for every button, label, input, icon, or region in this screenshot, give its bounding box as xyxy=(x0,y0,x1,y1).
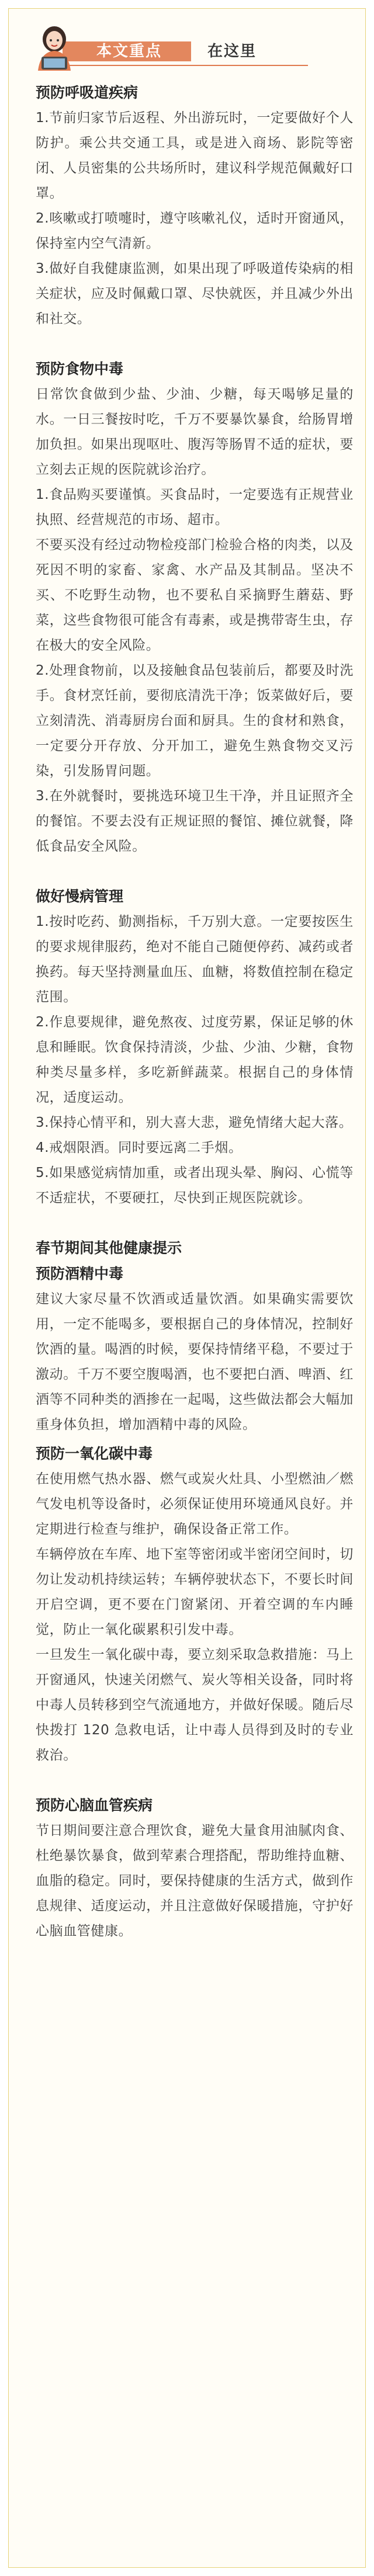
paragraph: 不要买没有经过动物检疫部门检验合格的肉类，以及死因不明的家畜、家禽、水产品及其制品。坚决不买、不吃野生动物，也不要私自采摘野生蘑菇、野菜，这些食物很可能含有毒素，或是携带寄生虫，存在极大的安全风险。 xyxy=(36,537,354,653)
paragraph: 建议大家尽量不饮酒或适量饮酒。如果确实需要饮用，一定不能喝多，要根据自己的身体情况，控制好饮酒的量。喝酒的时候，要保持情绪平稳，不要过于激动。千万不要空腹喝酒，也不要把白酒、啤酒、红酒等不同种类的酒掺在一起喝，这些做法都会大幅加重身体负担，增加酒精中毒的风险。 xyxy=(36,1292,354,1432)
paragraph: 5.如果感觉病情加重，或者出现头晕、胸闷、心慌等不适症状，不要硬扛，尽快到正规医院就诊。 xyxy=(36,1165,354,1206)
subsection-title: 预防心脑血管疾病 xyxy=(36,1797,153,1814)
subsection-title: 预防一氧化碳中毒 xyxy=(36,1445,153,1462)
section-title: 做好慢病管理 xyxy=(36,888,124,905)
paragraph: 在使用燃气热水器、燃气或炭火灶具、小型燃油／燃气发电机等设备时，必须保证使用环境通风良好。并定期进行检查与维护，确保设备正常工作。 xyxy=(36,1471,354,1537)
paragraph: 2.处理食物前，以及接触食品包装前后，都要及时洗手。食材烹饪前，要彻底清洗干净；饭菜做好后，要立刻清洗、消毒厨房台面和厨具。生的食材和熟食，一定要分开存放、分开加工，避免生熟食物交叉污染，引发肠胃问题。 xyxy=(36,663,354,779)
paragraph: 4.戒烟限酒。同时要远离二手烟。 xyxy=(36,1140,243,1155)
article-card xyxy=(8,8,366,2568)
paragraph: 一旦发生一氧化碳中毒，要立刻采取急救措施：马上开窗通风，快速关闭燃气、炭火等相关设备，同时将中毒人员转移到空气流通地方，并做好保暖。随后尽快拨打 120 急救电话，让中毒人员得到及时的专业救治。 xyxy=(36,1647,354,1763)
paragraph: 节日期间要注意合理饮食，避免大量食用油腻肉食、杜绝暴饮暴食，做到荤素合理搭配，帮助维持血糖、血脂的稳定。同时，要保持健康的生活方式，做到作息规律、适度运动，并且注意做好保暖措施，守护好心脑血管健康。 xyxy=(36,1823,354,1939)
paragraph: 3.在外就餐时，要挑选环境卫生干净，并且证照齐全的餐馆。不要去没有正规证照的餐馆、摊位就餐，降低食品安全风险。 xyxy=(36,789,354,854)
header-title: 本文重点 xyxy=(96,43,162,60)
paragraph: 1.食品购买要谨慎。买食品时，一定要选有正规营业执照、经营规范的市场、超市。 xyxy=(36,487,354,527)
paragraph: 车辆停放在车库、地下室等密闭或半密闭空间时，切勿让发动机持续运转；车辆停驶状态下，不要长时间开启空调，更不要在门窗紧闭、开着空调的车内睡觉，防止一氧化碳累积引发中毒。 xyxy=(36,1547,354,1637)
paragraph: 2.作息要规律，避免熬夜、过度劳累，保证足够的休息和睡眠。饮食保持清淡，少盐、少油、少糖，食物种类尽量多样，多吃新鲜蔬菜。根据自己的身体情况，适度运动。 xyxy=(36,1015,354,1105)
paragraph: 1.按时吃药、勤测指标，千万别大意。一定要按医生的要求规律服药，绝对不能自己随便停药、减药或者换药。每天坚持测量血压、血糖，将数值控制在稳定范围。 xyxy=(36,914,354,1005)
paragraph: 2.咳嗽或打喷嚏时，遵守咳嗽礼仪，适时开窗通风，保持室内空气清新。 xyxy=(36,211,354,251)
header-subtitle: 在这里 xyxy=(207,43,257,60)
section-title: 预防呼吸道疾病 xyxy=(36,84,138,101)
section-title: 春节期间其他健康提示 xyxy=(36,1240,182,1256)
subsection-title: 预防酒精中毒 xyxy=(36,1265,124,1282)
paragraph: 3.保持心情平和，别大喜大悲，避免情绪大起大落。 xyxy=(36,1115,353,1130)
paragraph: 1.节前归家节后返程、外出游玩时，一定要做好个人防护。乘公共交通工具，或是进入商场、影院等密闭、人员密集的公共场所时，建议科学规范佩戴好口罩。 xyxy=(36,110,354,201)
presenter-avatar-icon xyxy=(20,13,91,72)
header-banner xyxy=(9,9,365,74)
title-underline xyxy=(63,65,308,66)
section-title: 预防食物中毒 xyxy=(36,360,124,377)
paragraph: 3.做好自我健康监测，如果出现了呼吸道传染病的相关症状，应及时佩戴口罩、尽快就医，并且减少外出和社交。 xyxy=(36,261,354,327)
article-content xyxy=(36,80,354,1944)
paragraph: 日常饮食做到少盐、少油、少糖，每天喝够足量的水。一日三餐按时吃，千万不要暴饮暴食，给肠胃增加负担。如果出现呕吐、腹泻等肠胃不适的症状，要立刻去正规的医院就诊治疗。 xyxy=(36,387,354,477)
